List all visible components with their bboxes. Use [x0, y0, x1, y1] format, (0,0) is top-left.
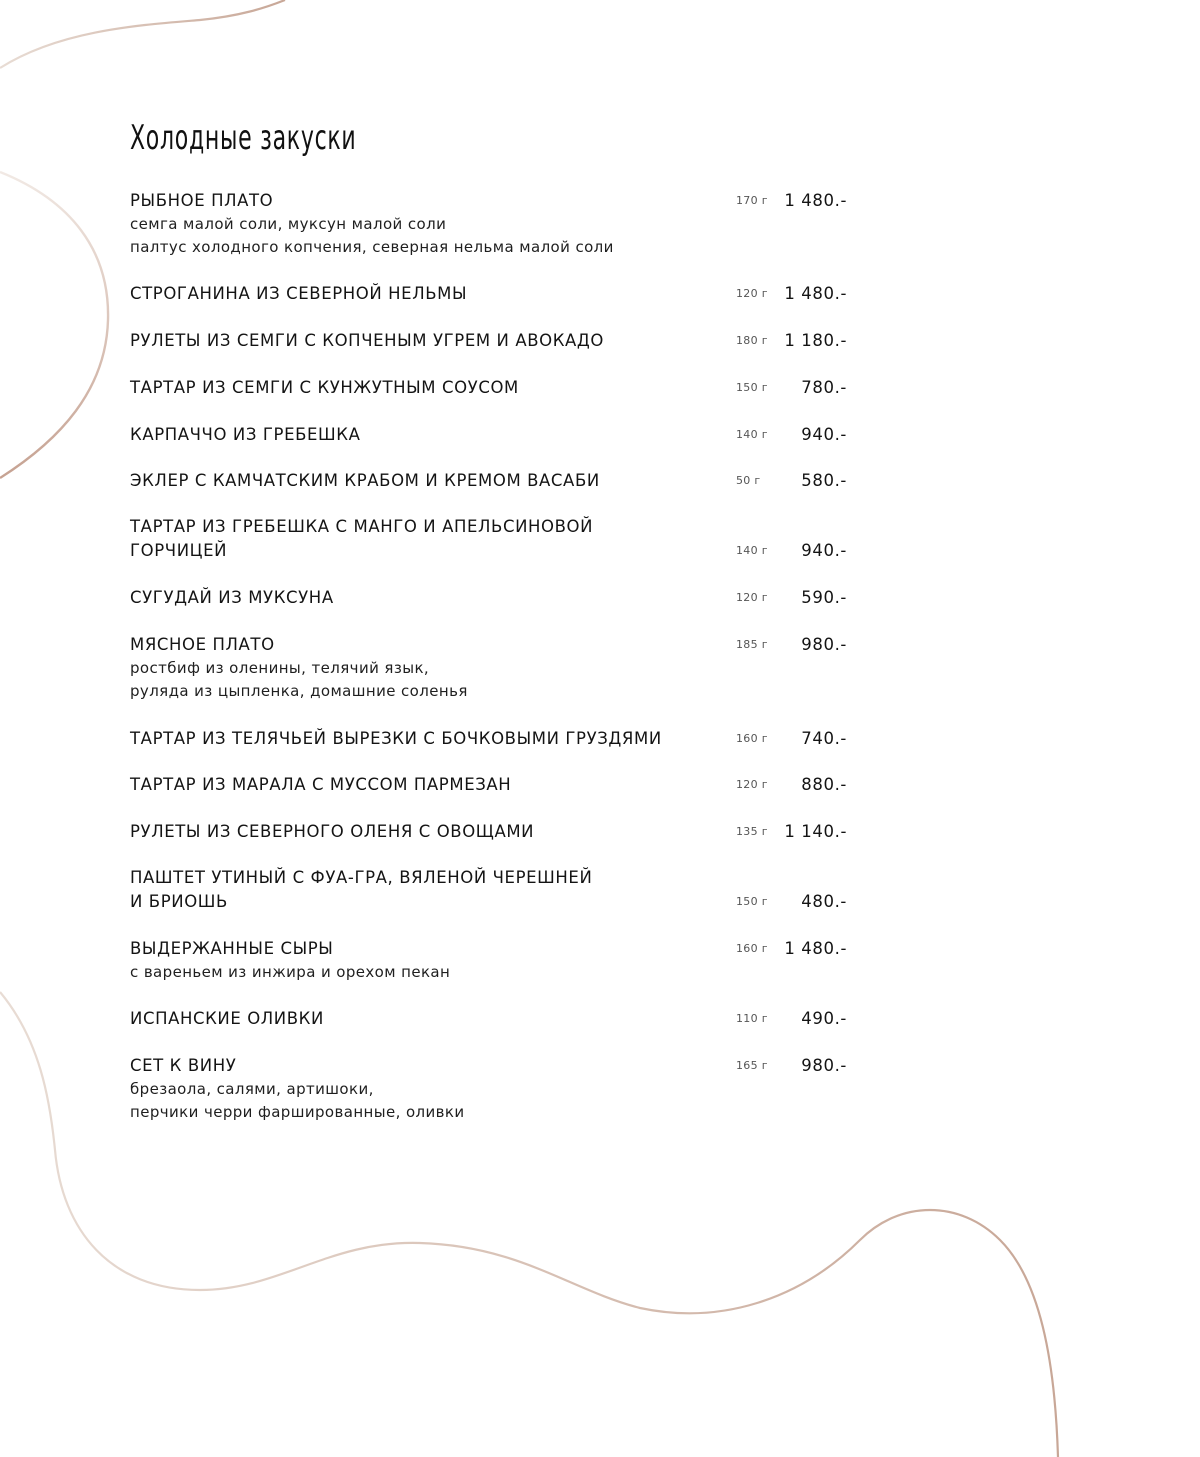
item-name: КАРПАЧЧО ИЗ ГРЕБЕШКА	[130, 425, 361, 444]
menu-item	[130, 282, 850, 306]
item-name: ТАРТАР ИЗ МАРАЛА С МУССОМ ПАРМЕЗАН	[130, 775, 512, 794]
item-weight: 150 г	[736, 381, 768, 394]
item-price: 940.-	[801, 425, 847, 444]
item-name: РУЛЕТЫ ИЗ СЕВЕРНОГО ОЛЕНЯ С ОВОЩАМИ	[130, 822, 535, 841]
menu-item	[130, 773, 850, 797]
menu-item	[130, 586, 850, 610]
item-weight: 180 г	[736, 334, 768, 347]
curve-left	[0, 172, 108, 478]
menu-item	[130, 866, 850, 914]
item-price: 980.-	[801, 635, 847, 654]
menu-item	[130, 727, 850, 751]
item-description: ростбиф из оленины, телячий язык, руляда из цыпленка, домашние соленья	[130, 659, 468, 700]
item-name: РЫБНОЕ ПЛАТО	[130, 191, 274, 210]
item-name: ЭКЛЕР С КАМЧАТСКИМ КРАБОМ И КРЕМОМ ВАСАБИ	[130, 471, 600, 490]
item-price: 980.-	[801, 1056, 847, 1075]
item-weight: 120 г	[736, 591, 768, 604]
menu-item	[130, 1054, 850, 1124]
item-weight: 160 г	[736, 732, 768, 745]
menu-item	[130, 515, 850, 563]
item-weight: 170 г	[736, 194, 768, 207]
item-name: ВЫДЕРЖАННЫЕ СЫРЫ	[130, 939, 334, 958]
item-weight: 185 г	[736, 638, 768, 651]
item-name: ИСПАНСКИЕ ОЛИВКИ	[130, 1009, 324, 1028]
item-weight: 165 г	[736, 1059, 768, 1072]
item-weight: 120 г	[736, 287, 768, 300]
curve-top	[0, 0, 285, 68]
item-price: 780.-	[801, 378, 847, 397]
menu-item	[130, 937, 850, 984]
item-name: ПАШТЕТ УТИНЫЙ С ФУА-ГРА, ВЯЛЕНОЙ ЧЕРЕШНЕЙ И БРИОШЬ	[130, 868, 593, 911]
item-price: 740.-	[801, 729, 847, 748]
item-price: 490.-	[801, 1009, 847, 1028]
item-price: 1 140.-	[784, 822, 847, 841]
item-description: брезаола, салями, артишоки, перчики черри фаршированные, оливки	[130, 1080, 465, 1121]
item-price: 880.-	[801, 775, 847, 794]
item-price: 940.-	[801, 541, 847, 560]
item-name: СТРОГАНИНА ИЗ СЕВЕРНОЙ НЕЛЬМЫ	[130, 284, 468, 303]
item-description: семга малой соли, муксун малой соли палтус холодного копчения, северная нельма малой соли	[130, 215, 614, 256]
menu-item	[130, 329, 850, 353]
item-price: 1 480.-	[784, 191, 847, 210]
menu-item	[130, 189, 850, 259]
item-weight: 150 г	[736, 895, 768, 908]
item-weight: 50 г	[736, 474, 761, 487]
item-name: ТАРТАР ИЗ СЕМГИ С КУНЖУТНЫМ СОУСОМ	[130, 378, 519, 397]
item-weight: 135 г	[736, 825, 768, 838]
item-weight: 110 г	[736, 1012, 768, 1025]
menu-item	[130, 469, 850, 493]
menu-item	[130, 820, 850, 844]
menu-item	[130, 423, 850, 447]
menu-item	[130, 633, 850, 703]
item-price: 580.-	[801, 471, 847, 490]
item-price: 1 180.-	[784, 331, 847, 350]
item-weight: 140 г	[736, 428, 768, 441]
item-description: с вареньем из инжира и орехом пекан	[130, 963, 451, 981]
menu-item	[130, 376, 850, 400]
item-name: МЯСНОЕ ПЛАТО	[130, 635, 275, 654]
item-name: ТАРТАР ИЗ ГРЕБЕШКА С МАНГО И АПЕЛЬСИНОВОЙ ГОРЧИЦЕЙ	[130, 517, 594, 560]
item-weight: 120 г	[736, 778, 768, 791]
item-weight: 160 г	[736, 942, 768, 955]
item-name: ТАРТАР ИЗ ТЕЛЯЧЬЕЙ ВЫРЕЗКИ С БОЧКОВЫМИ ГРУЗДЯМИ	[130, 729, 662, 748]
item-price: 1 480.-	[784, 284, 847, 303]
item-price: 480.-	[801, 892, 847, 911]
item-name: СУГУДАЙ ИЗ МУКСУНА	[130, 588, 334, 607]
item-price: 1 480.-	[784, 939, 847, 958]
section-title: Холодные закуски	[130, 118, 357, 158]
item-name: РУЛЕТЫ ИЗ СЕМГИ С КОПЧЕНЫМ УГРЕМ И АВОКАДО	[130, 331, 605, 350]
item-weight: 140 г	[736, 544, 768, 557]
menu-item	[130, 1007, 850, 1031]
item-name: СЕТ К ВИНУ	[130, 1056, 237, 1075]
item-price: 590.-	[801, 588, 847, 607]
